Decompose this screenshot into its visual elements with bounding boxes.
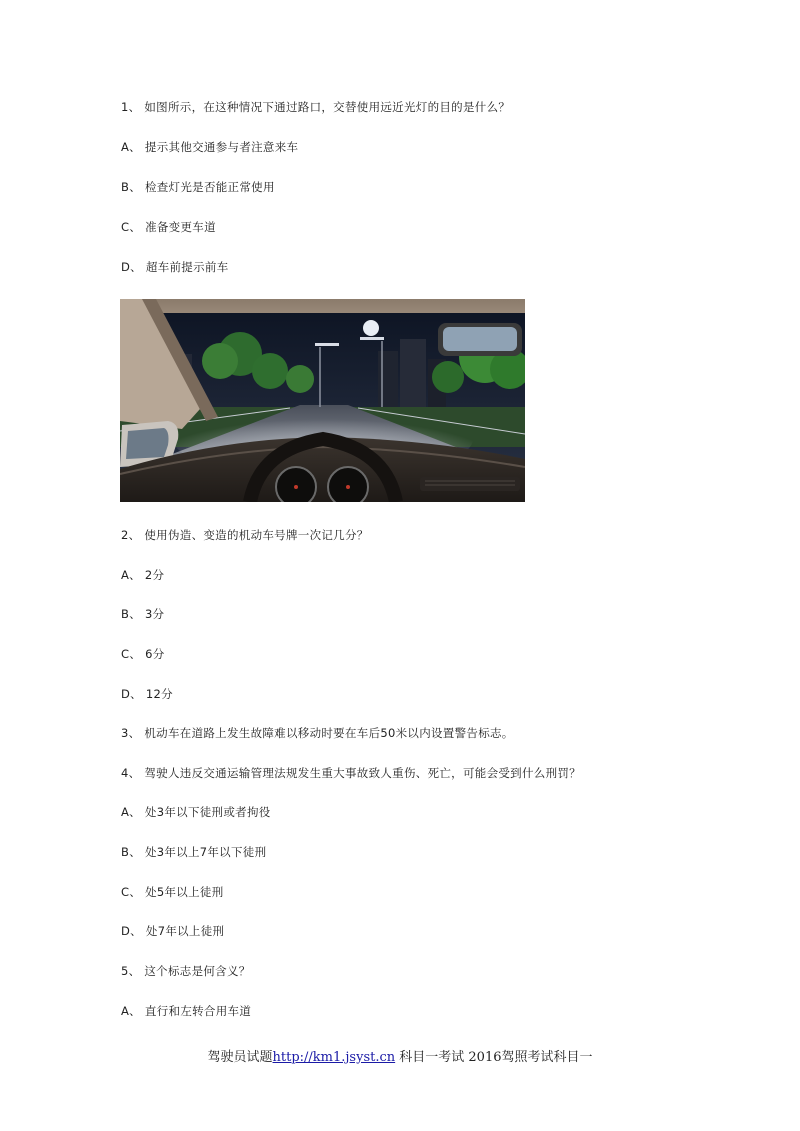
night-driving-illustration xyxy=(120,299,525,502)
question-5-option-a: A、 直行和左转合用车道 xyxy=(121,1004,252,1018)
question-1-option-a: A、 提示其他交通参与者注意来车 xyxy=(121,140,299,154)
question-2-option-b: B、 3分 xyxy=(121,607,165,621)
question-4-option-b: B、 处3年以上7年以下徒刑 xyxy=(121,845,267,859)
question-2-text: 2、 使用伪造、变造的机动车号牌一次记几分？ xyxy=(121,528,369,542)
question-2-option-d: D、 12分 xyxy=(121,687,173,701)
question-1-option-c: C、 准备变更车道 xyxy=(121,220,216,234)
question-4-option-a: A、 处3年以下徒刑或者拘役 xyxy=(121,805,271,819)
page-footer xyxy=(0,1046,800,1065)
footer-prefix: 驾驶员试题 xyxy=(207,1050,273,1065)
footer-suffix: 科目一考试 2016驾照考试科目一 xyxy=(395,1050,593,1065)
footer-link[interactable]: http://km1.jsyst.cn xyxy=(272,1050,396,1065)
question-2-option-c: C、 6分 xyxy=(121,647,165,661)
question-3-text: 3、 机动车在道路上发生故障难以移动时要在车后50米以内设置警告标志。 xyxy=(121,726,514,740)
question-1-option-b: B、 检查灯光是否能正常使用 xyxy=(121,180,275,194)
question-4-option-c: C、 处5年以上徒刑 xyxy=(121,885,224,899)
question-1-text: 1、 如图所示，在这种情况下通过路口，交替使用远近光灯的目的是什么？ xyxy=(121,100,511,114)
question-4-text: 4、 驾驶人违反交通运输管理法规发生重大事故致人重伤、死亡，可能会受到什么刑罚？ xyxy=(121,766,581,780)
question-2-option-a: A、 2分 xyxy=(121,568,165,582)
question-4-option-d: D、 处7年以上徒刑 xyxy=(121,924,225,938)
question-5-text: 5、 这个标志是何含义？ xyxy=(121,964,251,978)
question-1-option-d: D、 超车前提示前车 xyxy=(121,260,229,274)
